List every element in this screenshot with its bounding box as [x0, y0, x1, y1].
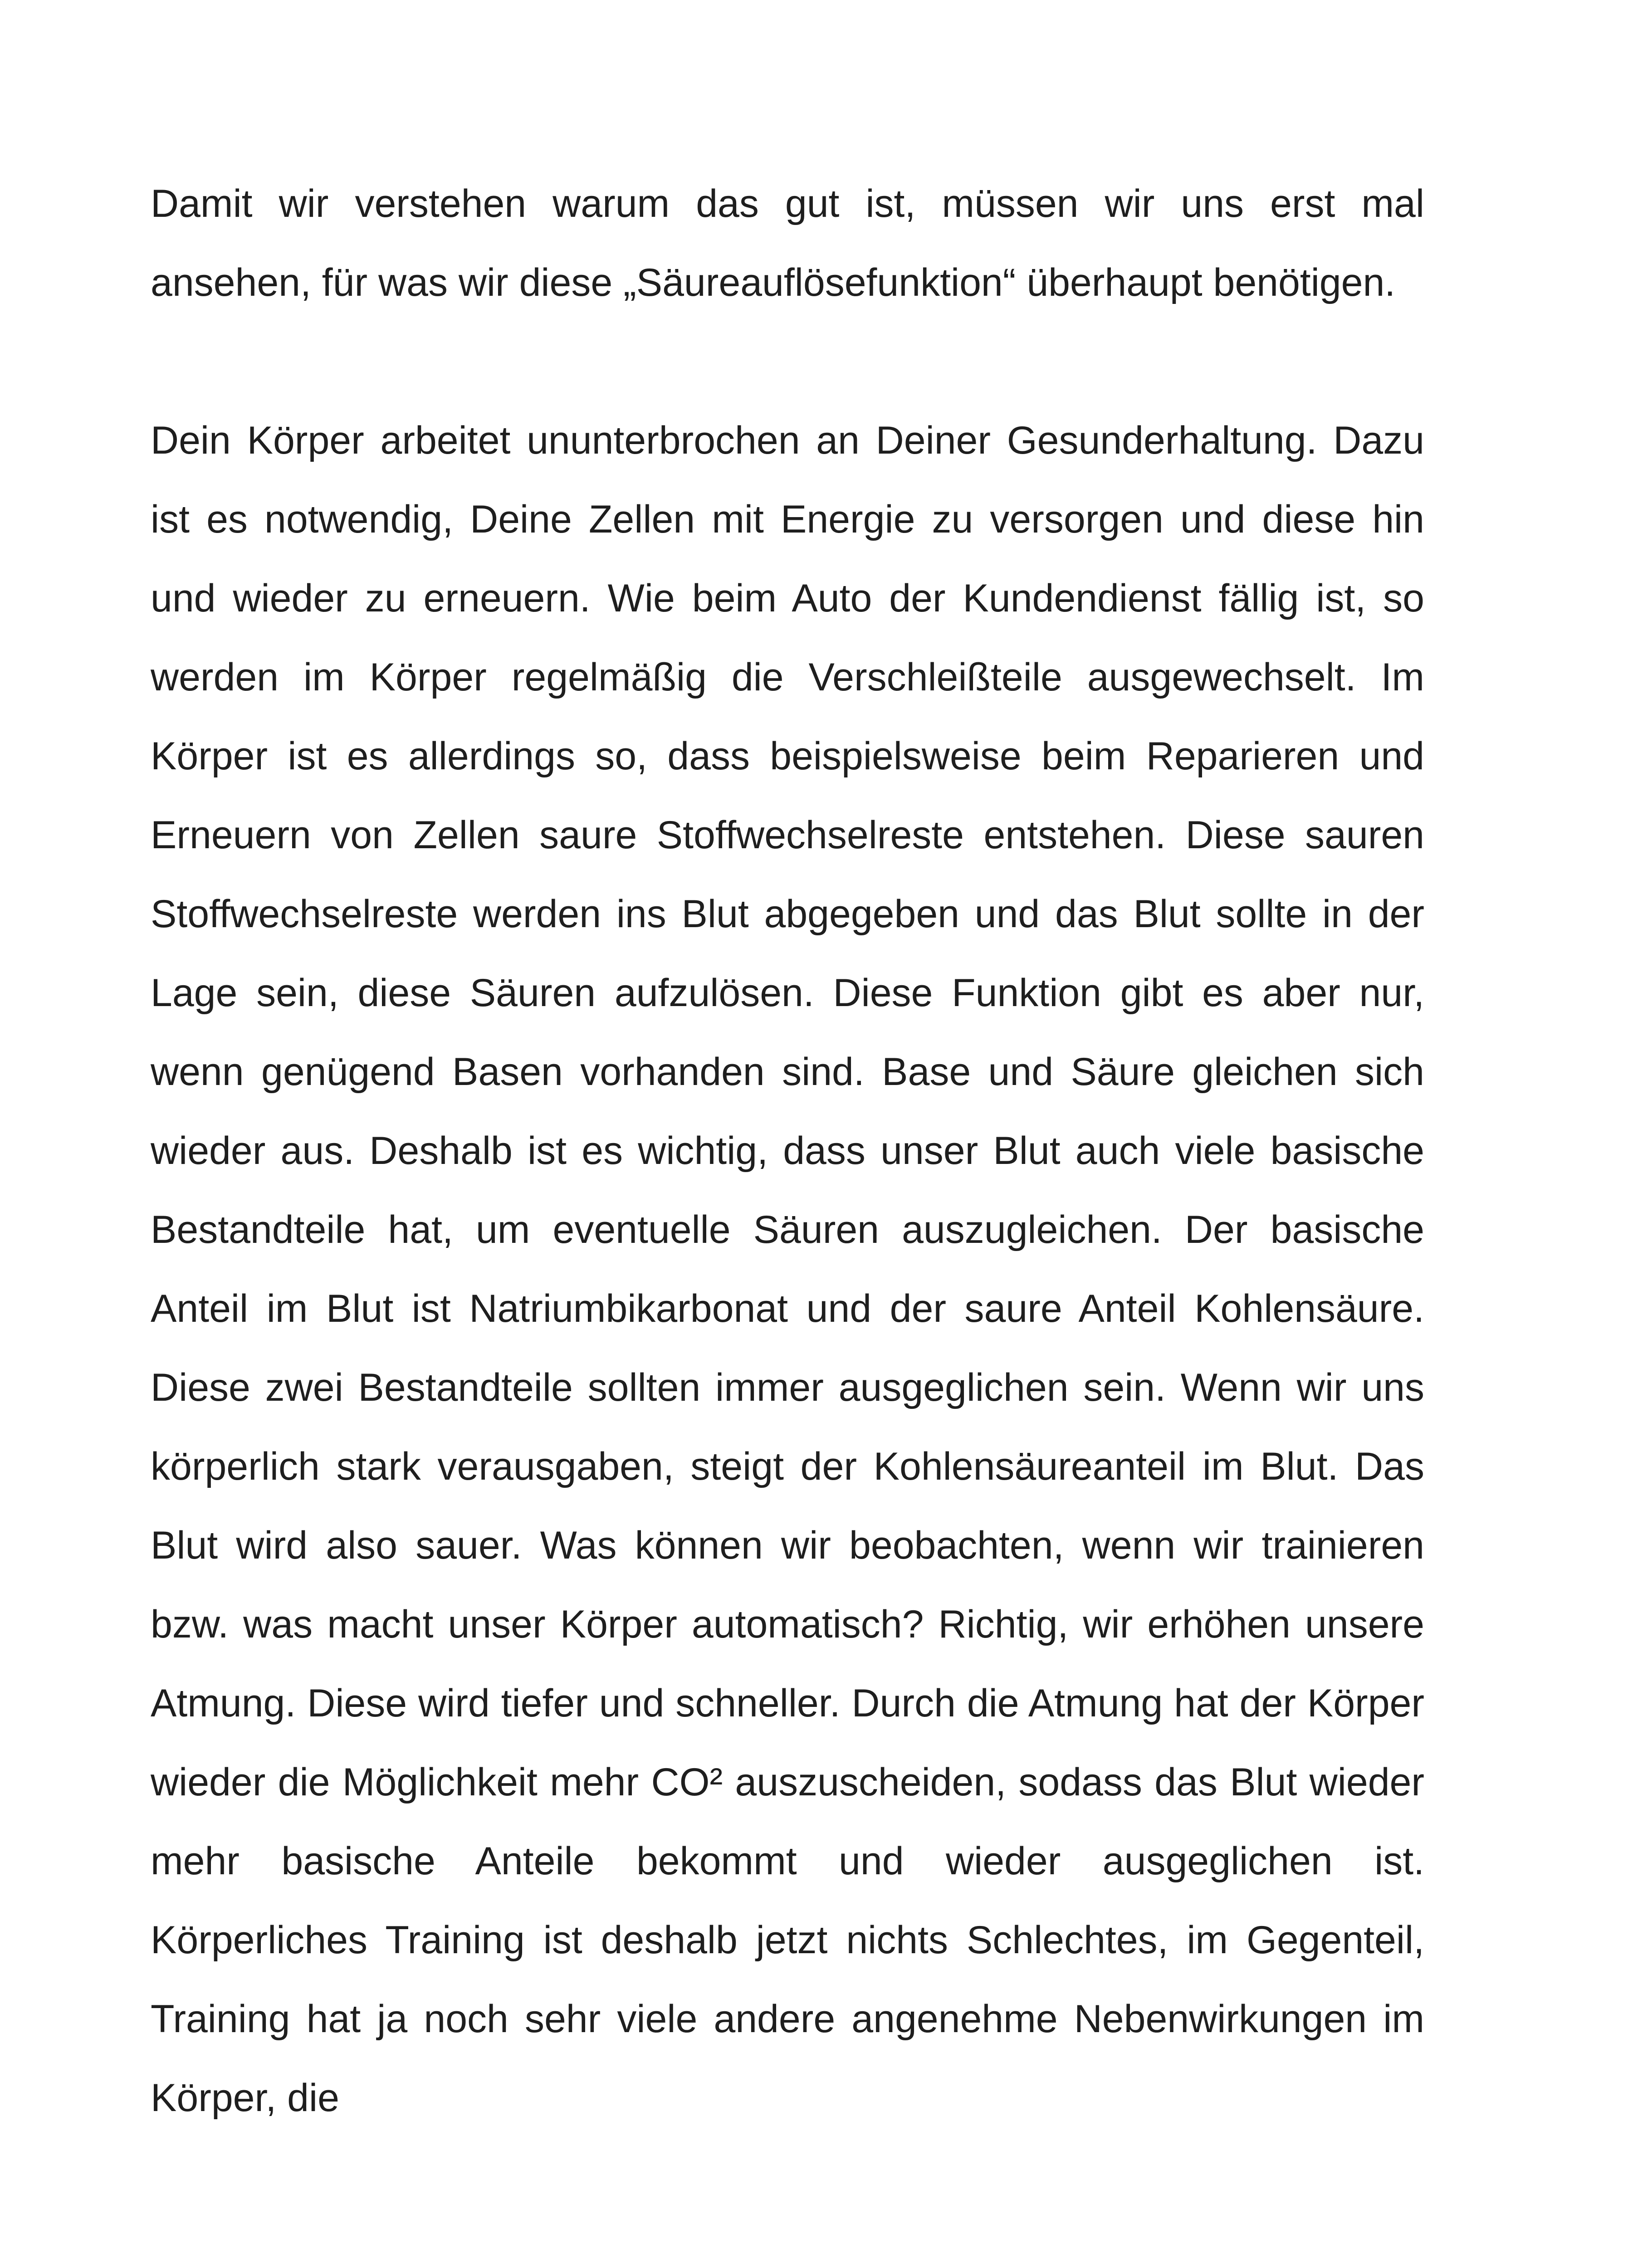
paragraph-intro: Damit wir verstehen warum das gut ist, müssen wir uns erst mal ansehen, für was wir diese „Säureauflösefunktion“ überhaupt benötigen.	[151, 182, 1424, 304]
paragraph-main: Dein Körper arbeitet ununterbrochen an Deiner Gesunderhaltung. Dazu ist es notwendig, Deine Zellen mit Energie zu versorgen und diese hin und wieder zu erneuern. Wie beim Auto der Kundendienst fällig ist, so werden im Körper regelmäßig die Verschleißteile ausgewechselt. Im Körper ist es allerdings so, dass beispielsweise beim Reparieren und Erneuern von Zellen saure Stoffwechselreste entstehen. Diese sauren Stoffwechselreste werden ins Blut abgegeben und das Blut sollte in der Lage sein, diese Säuren aufzulösen. Diese Funktion gibt es aber nur, wenn genügend Basen vorhanden sind. Base und Säure gleichen sich wieder aus. Deshalb ist es wichtig, dass unser Blut auch viele basische Bestandteile hat, um eventuelle Säuren auszugleichen. Der basische Anteil im Blut ist Natriumbikarbonat und der saure Anteil Kohlensäure. Diese zwei Bestandteile sollten immer ausgeglichen sein. Wenn wir uns körperlich stark verausgaben, steigt der Kohlensäureanteil im Blut. Das Blut wird also sauer. Was können wir beobachten, wenn wir trainieren bzw. was macht unser Körper automatisch? Richtig, wir erhöhen unsere Atmung. Diese wird tiefer und schneller. Durch die Atmung hat der Körper wieder die Möglichkeit mehr CO² auszuscheiden, sodass das Blut wieder mehr basische Anteile bekommt und wieder ausgeglichen ist. Körperliches Training ist deshalb jetzt nichts Schlechtes, im Gegenteil, Training hat ja noch sehr viele andere angenehme Nebenwirkungen im Körper, die	[151, 419, 1424, 2120]
body-text	[151, 164, 1424, 2137]
